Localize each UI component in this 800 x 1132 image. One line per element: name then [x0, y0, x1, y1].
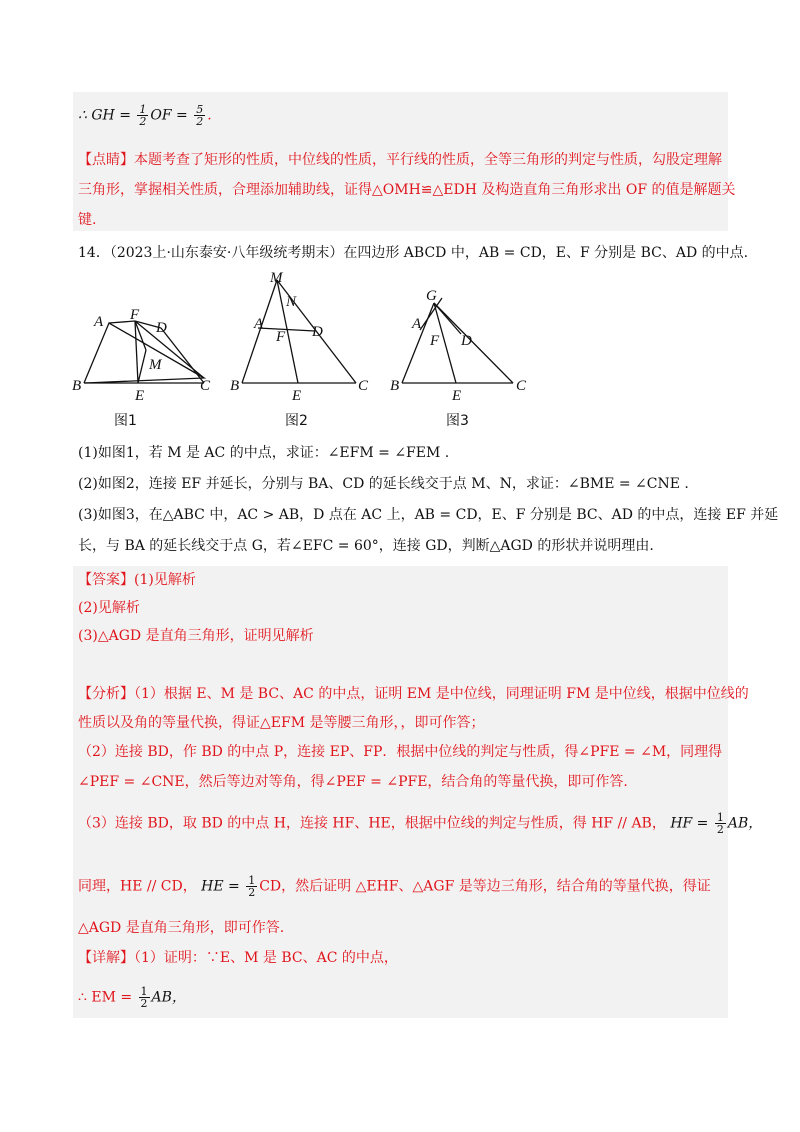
fig3-label-E: E [452, 388, 462, 404]
analysis-line-6: 同理，HE // CD， HE = $\frac{1}{2}$ CD，然后证明 △EHF、△AGF 是等边三角形，结合角的等量代换，得证 [78, 874, 711, 899]
question-part-1: (1)如图1，若 M 是 AC 的中点，求证：∠EFM = ∠FEM . [78, 445, 450, 461]
fig2-label-C: C [358, 378, 369, 394]
analysis-line-1: 【分析】（1）根据 E、M 是 BC、AC 的中点，证明 EM 是中位线，同理证明 FM 是中位线，根据中位线的 [78, 686, 749, 702]
fig3-label-B: B [390, 378, 400, 394]
fig1-label-M: M [149, 357, 162, 373]
question-header: 14．（2023上·山东泰安·八年级统考期末）在四边形 ABCD 中，AB = CD，E、F 分别是 BC、AD 的中点. [78, 245, 749, 261]
fig2-label-M: M [270, 270, 283, 286]
analysis-line-2: 性质以及角的等量代换，得证△EFM 是等腰三角形，，即可作答； [78, 715, 485, 731]
analysis-line-3: （2）连接 BD，作 BD 的中点 P，连接 EP、FP．根据中位线的判定与性质，得∠PFE = ∠M，同理得 [78, 744, 723, 760]
detail-line-2: ∴ EM = $\frac{1}{2}$ AB， [78, 985, 186, 1010]
analysis-line-7: △AGD 是直角三角形，即可作答. [78, 920, 285, 936]
fig3-label-F: F [430, 333, 440, 349]
fig1-label-A: A [94, 314, 104, 330]
analysis-line-4: ∠PEF = ∠CNE，然后等边对等角，得∠PEF = ∠PFE，结合角的等量代换，即可作答. [78, 774, 628, 790]
fig2-label-D: D [312, 324, 323, 340]
fig2-label-A: A [254, 316, 264, 332]
comment-line-2: 三角形，掌握相关性质，合理添加辅助线，证得△OMH≌△EDH 及构造直角三角形求出 OF 的值是解题关 [78, 182, 736, 198]
analysis-line-5: （3）连接 BD，取 BD 的中点 H，连接 HF、HE，根据中位线的判定与性质，得 HF // AB， HF = $\frac{1}{2}$ AB， [78, 811, 763, 836]
detail-line-1: 【详解】（1）证明：∵E、M 是 BC、AC 的中点， [78, 950, 398, 966]
fig2-label-E: E [292, 388, 302, 404]
question-part-2: (2)如图2，连接 EF 并延长，分别与 BA、CD 的延长线交于点 M、N，求证：∠BME = ∠CNE . [78, 476, 689, 492]
fig3-caption: 图3 [446, 413, 469, 429]
fig3-label-D: D [461, 333, 472, 349]
answer-3: (3)△AGD 是直角三角形，证明见解析 [78, 628, 314, 644]
figure-1 [72, 307, 211, 429]
fig1-caption: 图1 [114, 413, 137, 429]
question-part-3a: (3)如图3，在△ABC 中，AC > AB，D 点在 AC 上，AB = CD，E、F 分别是 BC、AD 的中点，连接 EF 并延 [78, 507, 779, 523]
fig1-label-C: C [200, 378, 211, 394]
answer-1: 【答案】(1)见解析 [78, 572, 196, 588]
fig1-label-D: D [156, 320, 167, 336]
fig1-label-B: B [72, 378, 82, 394]
fig3-label-G: G [426, 288, 437, 304]
fig2-label-B: B [230, 378, 240, 394]
figure-2 [230, 270, 369, 429]
fig1-label-F: F [130, 307, 140, 323]
fig1-label-E: E [135, 388, 145, 404]
comment-line-3: 键. [78, 212, 97, 228]
fig2-label-F: F [276, 329, 286, 345]
comment-line-1: 【点睛】本题考查了矩形的性质，中位线的性质，平行线的性质，全等三角形的判定与性质，勾股定理解 [78, 152, 722, 168]
figure-3 [390, 288, 527, 429]
gh-line: ∴ GH = $\frac{1}{2}$ OF = $\frac{5}{2}$ . [78, 103, 212, 128]
question-part-3b: 长，与 BA 的延长线交于点 G，若∠EFC = 60°，连接 GD，判断△AGD 的形状并说明理由. [78, 538, 654, 554]
figures [70, 268, 550, 438]
answer-2: (2)见解析 [78, 600, 140, 616]
fig3-label-C: C [516, 378, 527, 394]
fig2-label-N: N [286, 294, 297, 310]
fig3-label-A: A [412, 316, 422, 332]
fig2-caption: 图2 [285, 413, 308, 429]
